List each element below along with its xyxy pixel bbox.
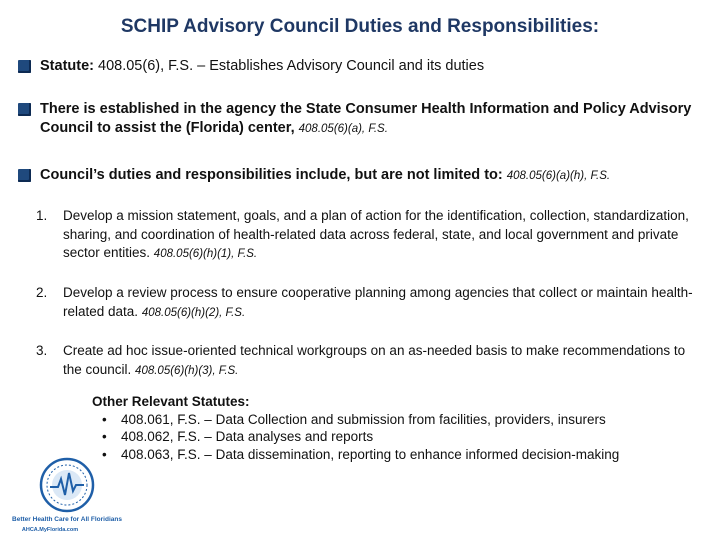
citation: 408.05(6)(h)(1), F.S.: [153, 248, 258, 260]
citation: 408.05(6)(a)(h), F.S.: [506, 170, 611, 182]
statute-text: 408.062, F.S. – Data analyses and reports: [121, 429, 374, 444]
logo-tagline: Better Health Care for All Floridians: [12, 516, 122, 523]
other-relevant-statutes: [92, 393, 702, 463]
citation: 408.05(6)(h)(3), F.S.: [135, 364, 239, 377]
bullet-text: There is established in the agency the State Consumer Health Information and Policy Advisory Council to assist the (Florida) center,: [40, 101, 692, 136]
bullet-statute: [18, 57, 708, 76]
bullet-lead: Statute:: [40, 58, 94, 74]
item-number: 3.: [36, 343, 48, 358]
bullet-text: Council’s duties and responsibilities include, but are not limited to:: [40, 167, 507, 183]
square-bullet-icon: [18, 60, 31, 73]
citation: 408.05(6)(h)(2), F.S.: [141, 306, 246, 319]
square-bullet-icon: [18, 169, 31, 182]
numbered-item-1: [36, 207, 706, 264]
other-heading: Other Relevant Statutes:: [92, 394, 250, 409]
bullet-established: [18, 100, 708, 139]
item-number: 2.: [36, 285, 48, 300]
square-bullet-icon: [18, 103, 31, 116]
statute-text: 408.063, F.S. – Data dissemination, reporting to enhance informed decision-making: [121, 446, 620, 462]
logo-agency: AHCA.MyFlorida.com: [21, 527, 79, 533]
numbered-item-3: [36, 342, 706, 380]
bullet-dot-icon: •: [102, 411, 107, 427]
item-text: Develop a review process to ensure cooperative planning among agencies that collect or maintain health-related data.: [63, 285, 693, 319]
bullet-dot-icon: •: [102, 429, 107, 444]
bullet-duties: [18, 166, 708, 186]
statute-item: [92, 411, 702, 429]
statute-item: [92, 446, 702, 464]
statute-text: 408.061, F.S. – Data Collection and submission from facilities, providers, insurers: [121, 411, 606, 427]
bullet-text: 408.05(6), F.S. – Establishes Advisory Council and its duties: [93, 58, 485, 74]
item-number: 1.: [36, 208, 48, 223]
statute-item: [92, 428, 702, 446]
ahca-logo: [12, 455, 122, 537]
page-title: SCHIP Advisory Council Duties and Responsibilities:: [120, 16, 600, 37]
bullet-dot-icon: •: [102, 446, 107, 462]
item-text: Develop a mission statement, goals, and a plan of action for the identification, collection, standardization, sharing, and coordination of health-related data across federal, state, and local government and private sector entities.: [63, 208, 689, 260]
numbered-item-2: [36, 284, 706, 322]
item-text: Create ad hoc issue-oriented technical workgroups on an as-needed basis to make recommendations to the council.: [63, 343, 686, 377]
citation: 408.05(6)(a), F.S.: [298, 123, 388, 135]
ahca-seal-icon: [12, 455, 122, 537]
